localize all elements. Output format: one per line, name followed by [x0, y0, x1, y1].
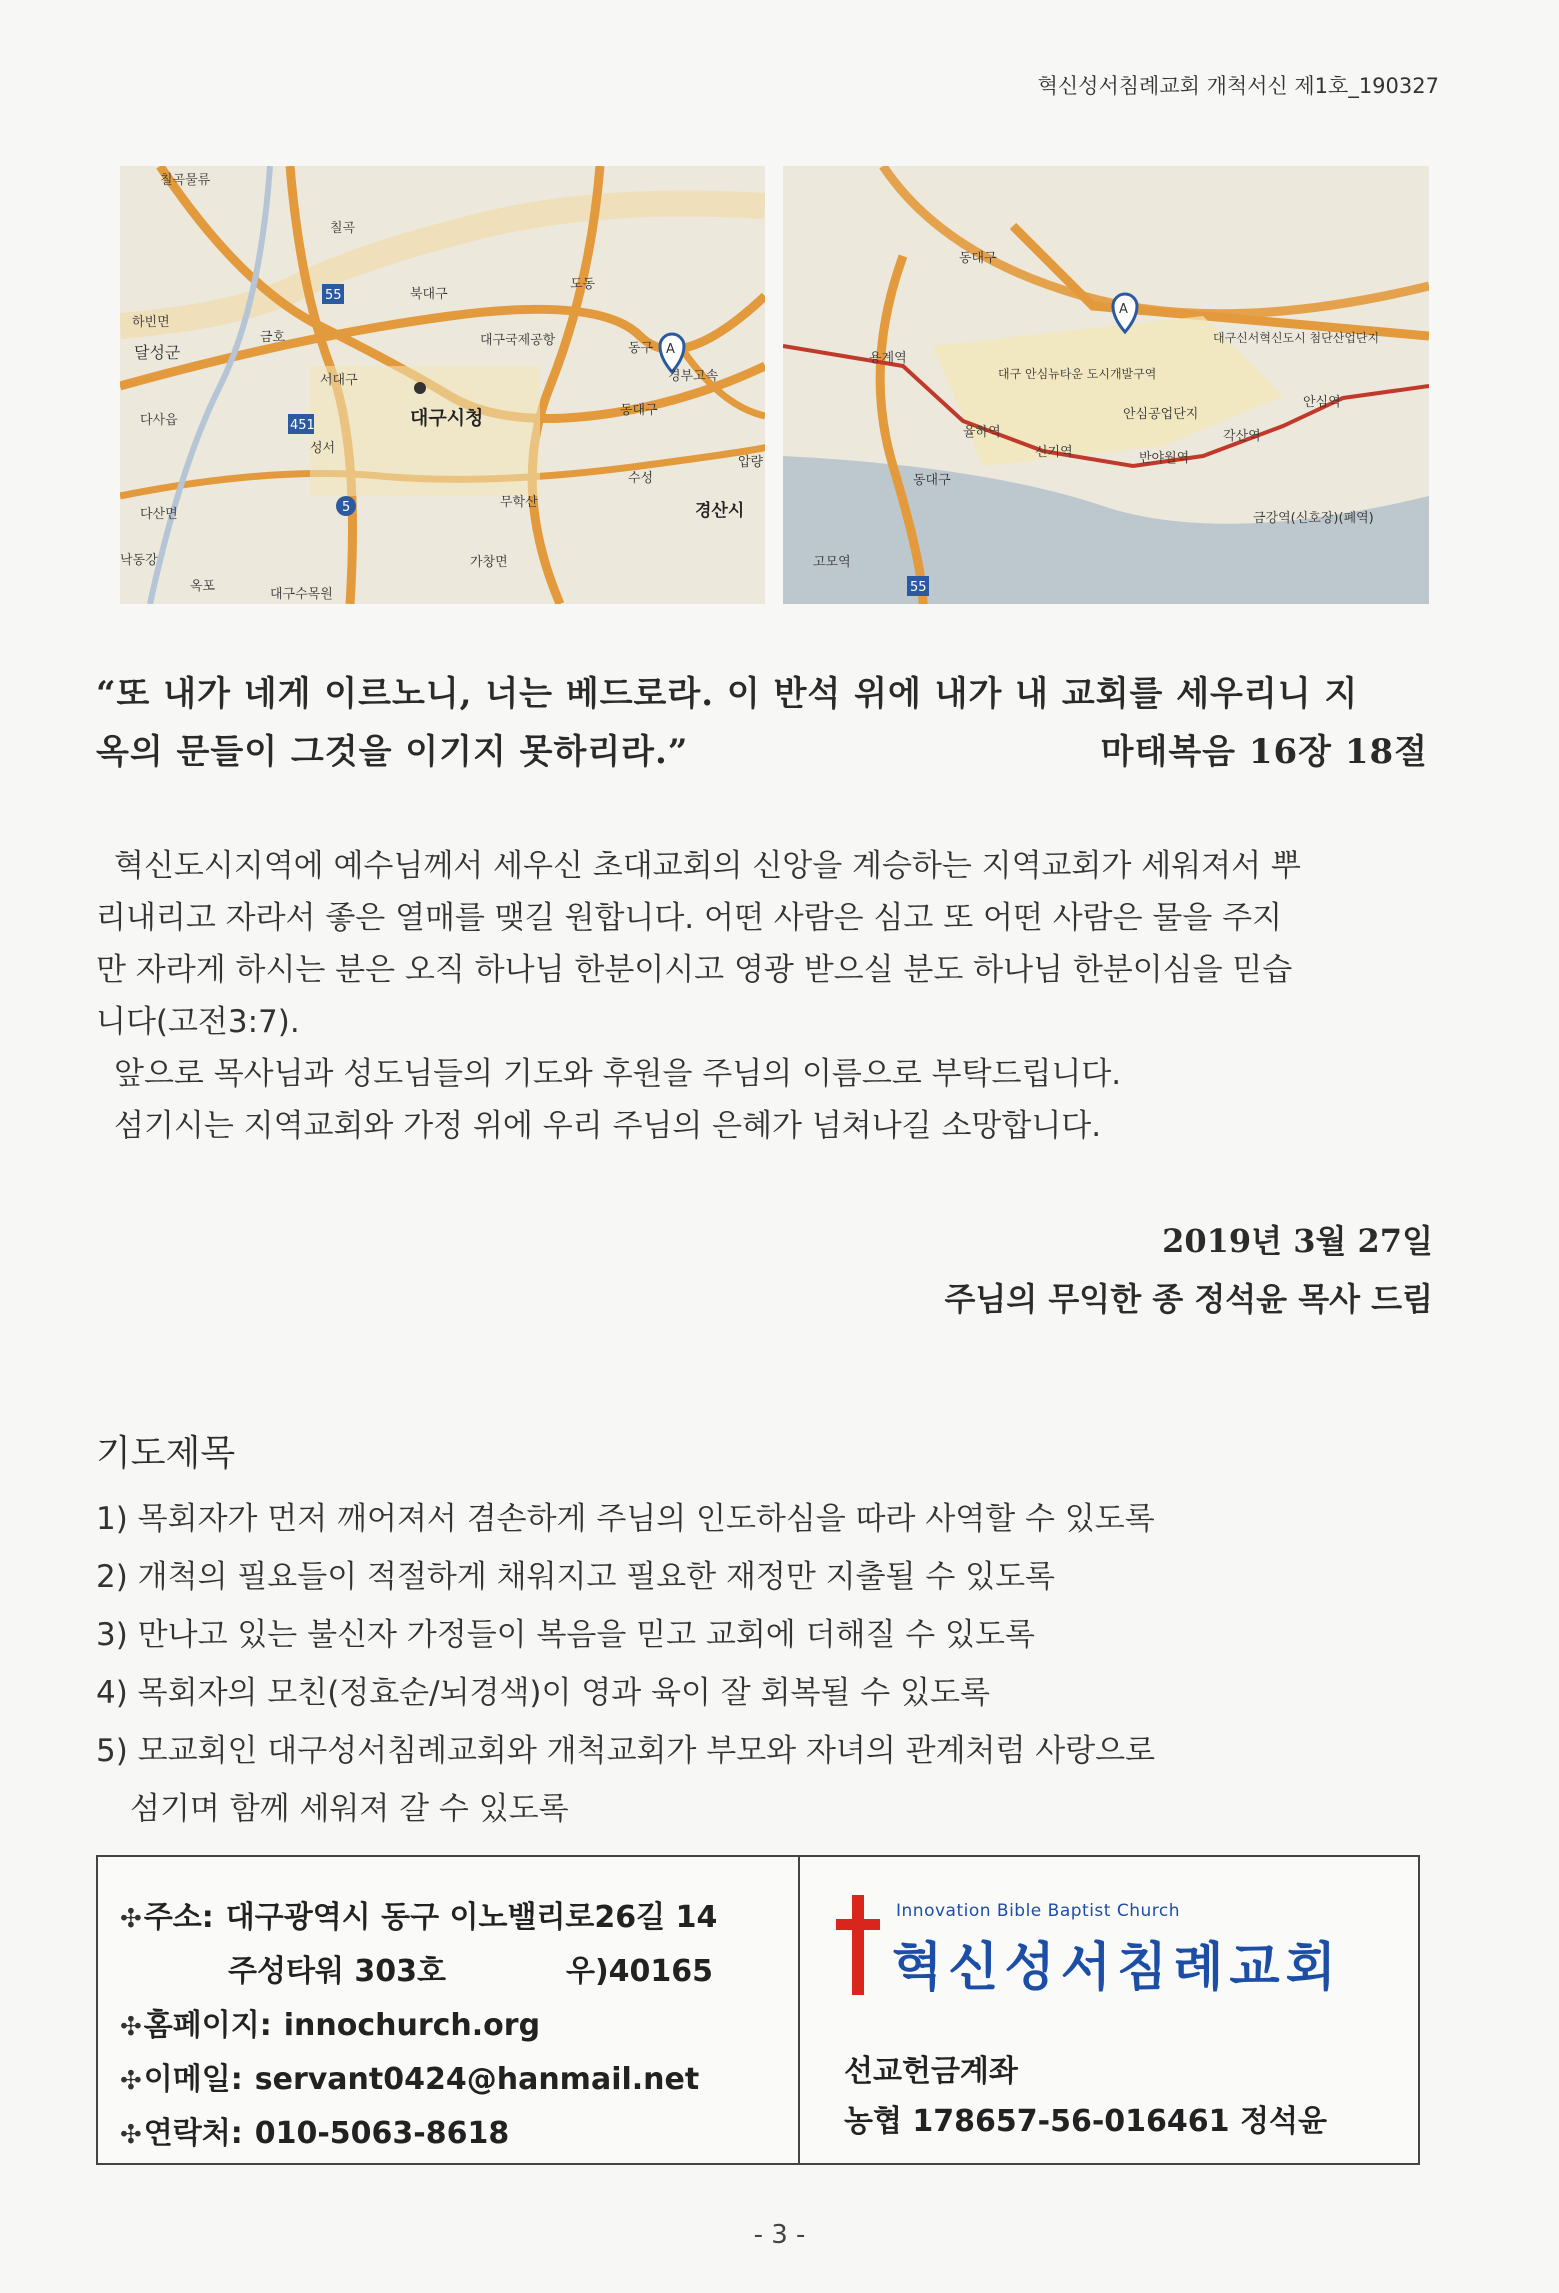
address-row — [120, 1891, 798, 1945]
bullet-icon: ✣ — [120, 2066, 142, 2096]
map-marker-a: A — [666, 342, 675, 357]
map-label: 용계역 — [869, 351, 907, 366]
map-label: 도동 — [570, 277, 596, 292]
map-label: 북대구 — [410, 287, 448, 302]
map-label: 동구 — [628, 341, 654, 356]
message-line-3: 만 자라게 하시는 분은 오직 하나님 한분이시고 영광 받으실 분도 하나님 한분이심을 믿습 — [96, 952, 1293, 988]
map-label: 수성 — [628, 471, 654, 486]
map-marker-a: A — [1119, 302, 1128, 317]
message-line-1: 혁신도시지역에 예수님께서 세우신 초대교회의 신앙을 계승하는 지역교회가 세워져서 뿌 — [114, 848, 1301, 884]
bible-quote — [96, 665, 1436, 781]
map-label: 다산면 — [140, 507, 178, 522]
prayer-item: 2) 개척의 필요들이 적절하게 채워지고 필요한 재정만 지출될 수 있도록 — [96, 1559, 1055, 1595]
address-line-1: 대구광역시 동구 이노밸리로26길 14 — [225, 1900, 718, 1935]
map-label: 율하역 — [963, 425, 1001, 440]
message-paragraph-2: 앞으로 목사님과 성도님들의 기도와 후원을 주님의 이름으로 부탁드립니다. — [114, 1056, 1122, 1092]
map-label: 칠곡 — [330, 221, 356, 236]
map-innovation-city — [783, 166, 1429, 604]
phone-row — [120, 2107, 798, 2161]
quote-line-2: 옥의 문들이 그것을 이기지 못하리라.” — [96, 732, 689, 772]
map-label: 동대구 — [913, 473, 951, 488]
phone-label: 연락처: — [143, 2116, 243, 2151]
signature-block — [945, 1212, 1433, 1328]
highway-55-icon: 55 — [325, 288, 342, 303]
address-label: 주소: — [143, 1900, 214, 1935]
map-label: 동대구 — [959, 251, 997, 266]
map-label: 고모역 — [813, 555, 851, 570]
map-label: 옥포 — [190, 579, 216, 594]
offering-account — [844, 2047, 1327, 2147]
map-label: 반야월역 — [1139, 451, 1190, 466]
prayer-item: 3) 만나고 있는 불신자 가정들이 복음을 믿고 교회에 더해질 수 있도록 — [96, 1617, 1035, 1653]
prayer-item-continuation: 섬기며 함께 세워져 갈 수 있도록 — [130, 1791, 569, 1827]
letter-header: 혁신성서침례교회 개척서신 제1호_190327 — [1037, 74, 1439, 98]
message-paragraph-3: 섬기시는 지역교회와 가정 위에 우리 주님의 은혜가 넘쳐나길 소망합니다. — [114, 1108, 1102, 1144]
map-right-graphic — [783, 166, 1429, 604]
message-line-2: 리내리고 자라서 좋은 열매를 맺길 원합니다. 어떤 사람은 심고 또 어떤 사람은 물을 주지 — [96, 900, 1283, 936]
map-label: 하빈면 — [132, 315, 170, 330]
map-label: 금강역(신호장)(폐역) — [1253, 511, 1374, 526]
map-label: 대구수목원 — [270, 587, 333, 602]
map-label: 다사읍 — [140, 413, 178, 428]
highway-451-icon: 451 — [290, 418, 315, 433]
address-line-2: 주성타워 303호 — [228, 1954, 446, 1989]
prayer-item: 5) 모교회인 대구성서침례교회와 개척교회가 부모와 자녀의 관계처럼 사랑으로 — [96, 1733, 1156, 1769]
map-label: 낙동강 — [120, 553, 158, 568]
map-label: 압량 — [738, 455, 764, 470]
email-row — [120, 2053, 798, 2107]
map-daegu-city — [120, 166, 765, 604]
homepage-row — [120, 1999, 798, 2053]
map-label: 안심역 — [1303, 395, 1341, 410]
homepage-link[interactable]: innochurch.org — [283, 2008, 541, 2043]
account-title: 선교헌금계좌 — [844, 2054, 1018, 2089]
map-label: 대구국제공항 — [480, 333, 556, 348]
homepage-label: 홈페이지: — [143, 2008, 272, 2043]
map-label: 금호 — [260, 330, 286, 345]
quote-line-1: “또 내가 네게 이르노니, 너는 베드로라. 이 반석 위에 내가 내 교회를 세우리니 지 — [96, 674, 1359, 714]
map-label: 가창면 — [470, 555, 508, 570]
church-english-name: Innovation Bible Baptist Church — [896, 1901, 1181, 1921]
letter-sender: 주님의 무익한 종 정석윤 목사 드림 — [944, 1280, 1433, 1318]
page-number: - 3 - — [753, 2220, 806, 2250]
address-row-2 — [120, 1945, 798, 1999]
church-korean-name: 혁신성서침례교회 — [892, 1938, 1342, 1998]
map-label: 경부고속 — [668, 369, 719, 384]
map-label-city-hall: 대구시청 — [410, 407, 484, 429]
prayer-item: 4) 목회자의 모친(정효순/뇌경색)이 영과 육이 잘 회복될 수 있도록 — [96, 1675, 990, 1711]
map-label: 칠곡물류 — [160, 173, 211, 188]
map-label: 대구신서혁신도시 첨단산업단지 — [1213, 331, 1380, 345]
cross-icon — [836, 1895, 880, 1995]
map-left-graphic — [120, 166, 765, 604]
bullet-icon: ✣ — [120, 1904, 142, 1934]
map-label: 동대구 — [620, 403, 658, 418]
prayer-item: 1) 목회자가 먼저 깨어져서 겸손하게 주님의 인도하심을 따라 사역할 수 있도록 — [96, 1501, 1155, 1537]
letter-message — [96, 840, 1436, 1152]
prayer-title: 기도제목 — [96, 1433, 236, 1474]
map-label: 안심공업단지 — [1123, 407, 1199, 422]
email-link[interactable]: servant0424@hanmail.net — [254, 2062, 700, 2097]
bullet-icon: ✣ — [120, 2120, 142, 2150]
map-label: 서대구 — [320, 373, 358, 388]
highway-55-icon: 55 — [910, 580, 927, 595]
map-label: 대구 안심뉴타운 도시개발구역 — [998, 367, 1157, 381]
map-label: 무학산 — [500, 495, 538, 510]
prayer-list — [96, 1490, 1436, 1838]
map-label: 각산역 — [1223, 429, 1261, 444]
map-label-gyeongsan: 경산시 — [695, 501, 745, 521]
contact-info — [98, 1857, 800, 2163]
letter-date: 2019년 3월 27일 — [1162, 1222, 1433, 1260]
map-label: 신기역 — [1035, 445, 1073, 460]
map-label: 성서 — [310, 441, 336, 456]
zip-code: 우)40165 — [565, 1954, 714, 1989]
message-line-4: 니다(고전3:7). — [96, 1004, 300, 1040]
highway-5-icon: 5 — [342, 500, 351, 515]
map-label: 달성군 — [134, 343, 181, 362]
account-number: 농협 178657-56-016461 정석윤 — [844, 2104, 1327, 2139]
quote-reference: 마태복음 16장 18절 — [1100, 732, 1428, 772]
church-info — [800, 1857, 1420, 2163]
contact-box — [96, 1855, 1420, 2165]
bullet-icon: ✣ — [120, 2012, 142, 2042]
email-label: 이메일: — [143, 2062, 243, 2097]
phone-number: 010-5063-8618 — [254, 2116, 510, 2151]
